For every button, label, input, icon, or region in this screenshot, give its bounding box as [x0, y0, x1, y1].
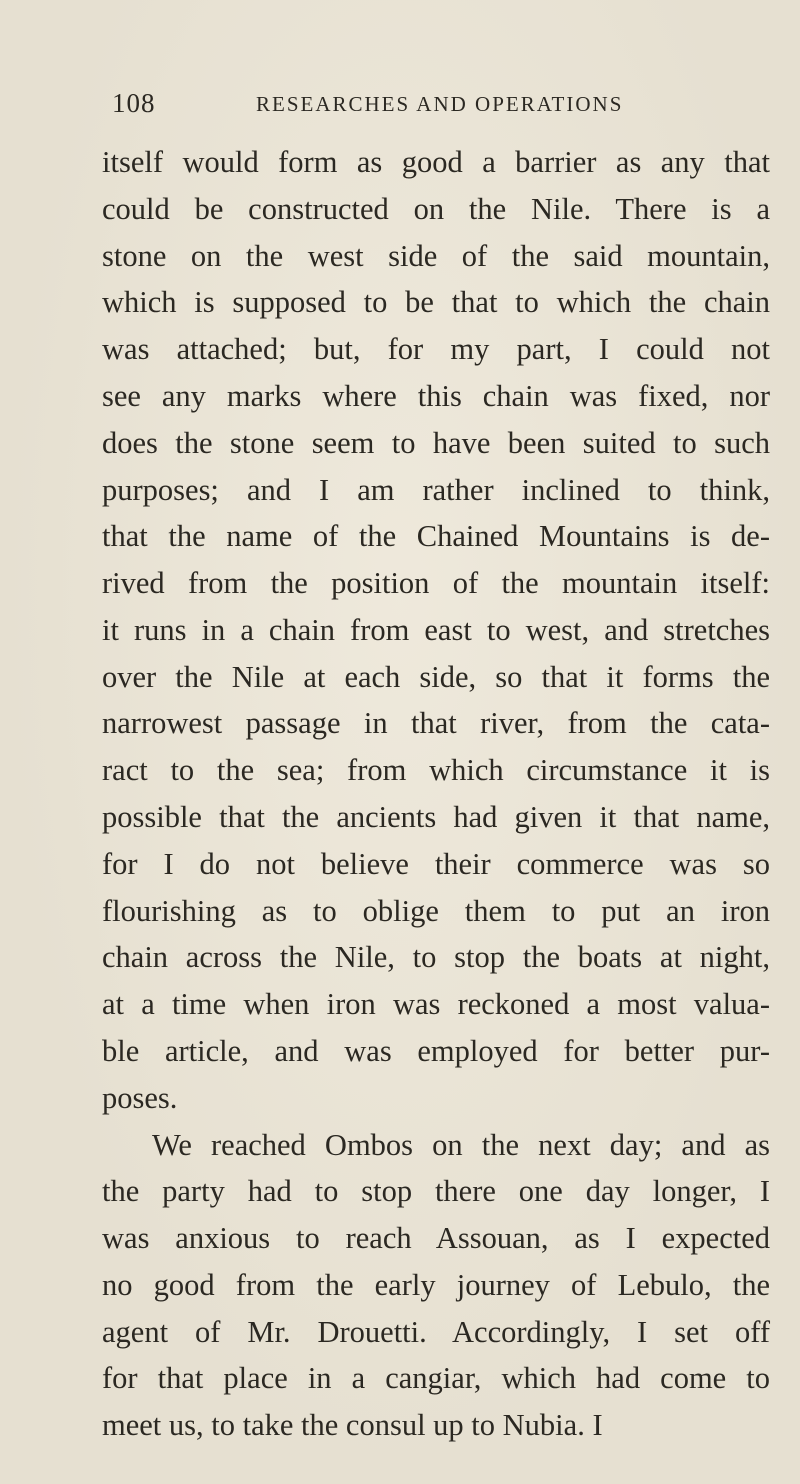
- text-line: over the Nile at each side, so that it forms the: [102, 659, 770, 694]
- page-number: 108: [112, 88, 156, 118]
- text-line: was anxious to reach Assouan, as I expected: [102, 1221, 770, 1256]
- text-line: it runs in a chain from east to west, and stretches: [102, 612, 770, 647]
- text-line: agent of Mr. Drouetti. Accordingly, I set off: [102, 1314, 770, 1349]
- text-line: at a time when iron was reckoned a most valua-: [102, 987, 770, 1022]
- running-title: RESEARCHES AND OPERATIONS: [256, 92, 624, 116]
- text-line: that the name of the Chained Mountains is de-: [102, 519, 770, 554]
- text-line: the party had to stop there one day longer, I: [102, 1174, 770, 1209]
- text-line: chain across the Nile, to stop the boats at night,: [102, 940, 770, 975]
- text-line: was attached; but, for my part, I could not: [102, 332, 770, 367]
- text-line: possible that the ancients had given it that name,: [102, 800, 770, 834]
- text-line: ract to the sea; from which circumstance it is: [102, 753, 770, 788]
- text-line: which is supposed to be that to which the chain: [102, 285, 770, 320]
- text-line: purposes; and I am rather inclined to think,: [102, 472, 770, 507]
- text-line: for that place in a cangiar, which had come to: [102, 1361, 770, 1396]
- text-line: stone on the west side of the said mountain,: [102, 238, 770, 273]
- text-line: could be constructed on the Nile. There is a: [102, 191, 770, 226]
- text-line: no good from the early journey of Lebulo, the: [102, 1267, 770, 1302]
- text-line: meet us, to take the consul up to Nubia. I: [102, 1408, 603, 1443]
- text-line: itself would form as good a barrier as any that: [102, 145, 770, 179]
- text-line: narrowest passage in that river, from the cata-: [102, 706, 770, 741]
- text-line: see any marks where this chain was fixed, nor: [102, 378, 770, 413]
- text-line: ble article, and was employed for better pur-: [102, 1033, 770, 1068]
- text-line: rived from the position of the mountain itself:: [102, 566, 770, 601]
- text-line: does the stone seem to have been suited to such: [102, 425, 770, 460]
- text-line: poses.: [102, 1080, 178, 1115]
- text-line: flourishing as to oblige them to put an iron: [102, 893, 770, 928]
- text-line: for I do not believe their commerce was so: [102, 846, 770, 881]
- paragraph-first-line: We reached Ombos on the next day; and as: [152, 1127, 770, 1162]
- running-head: [0, 88, 800, 128]
